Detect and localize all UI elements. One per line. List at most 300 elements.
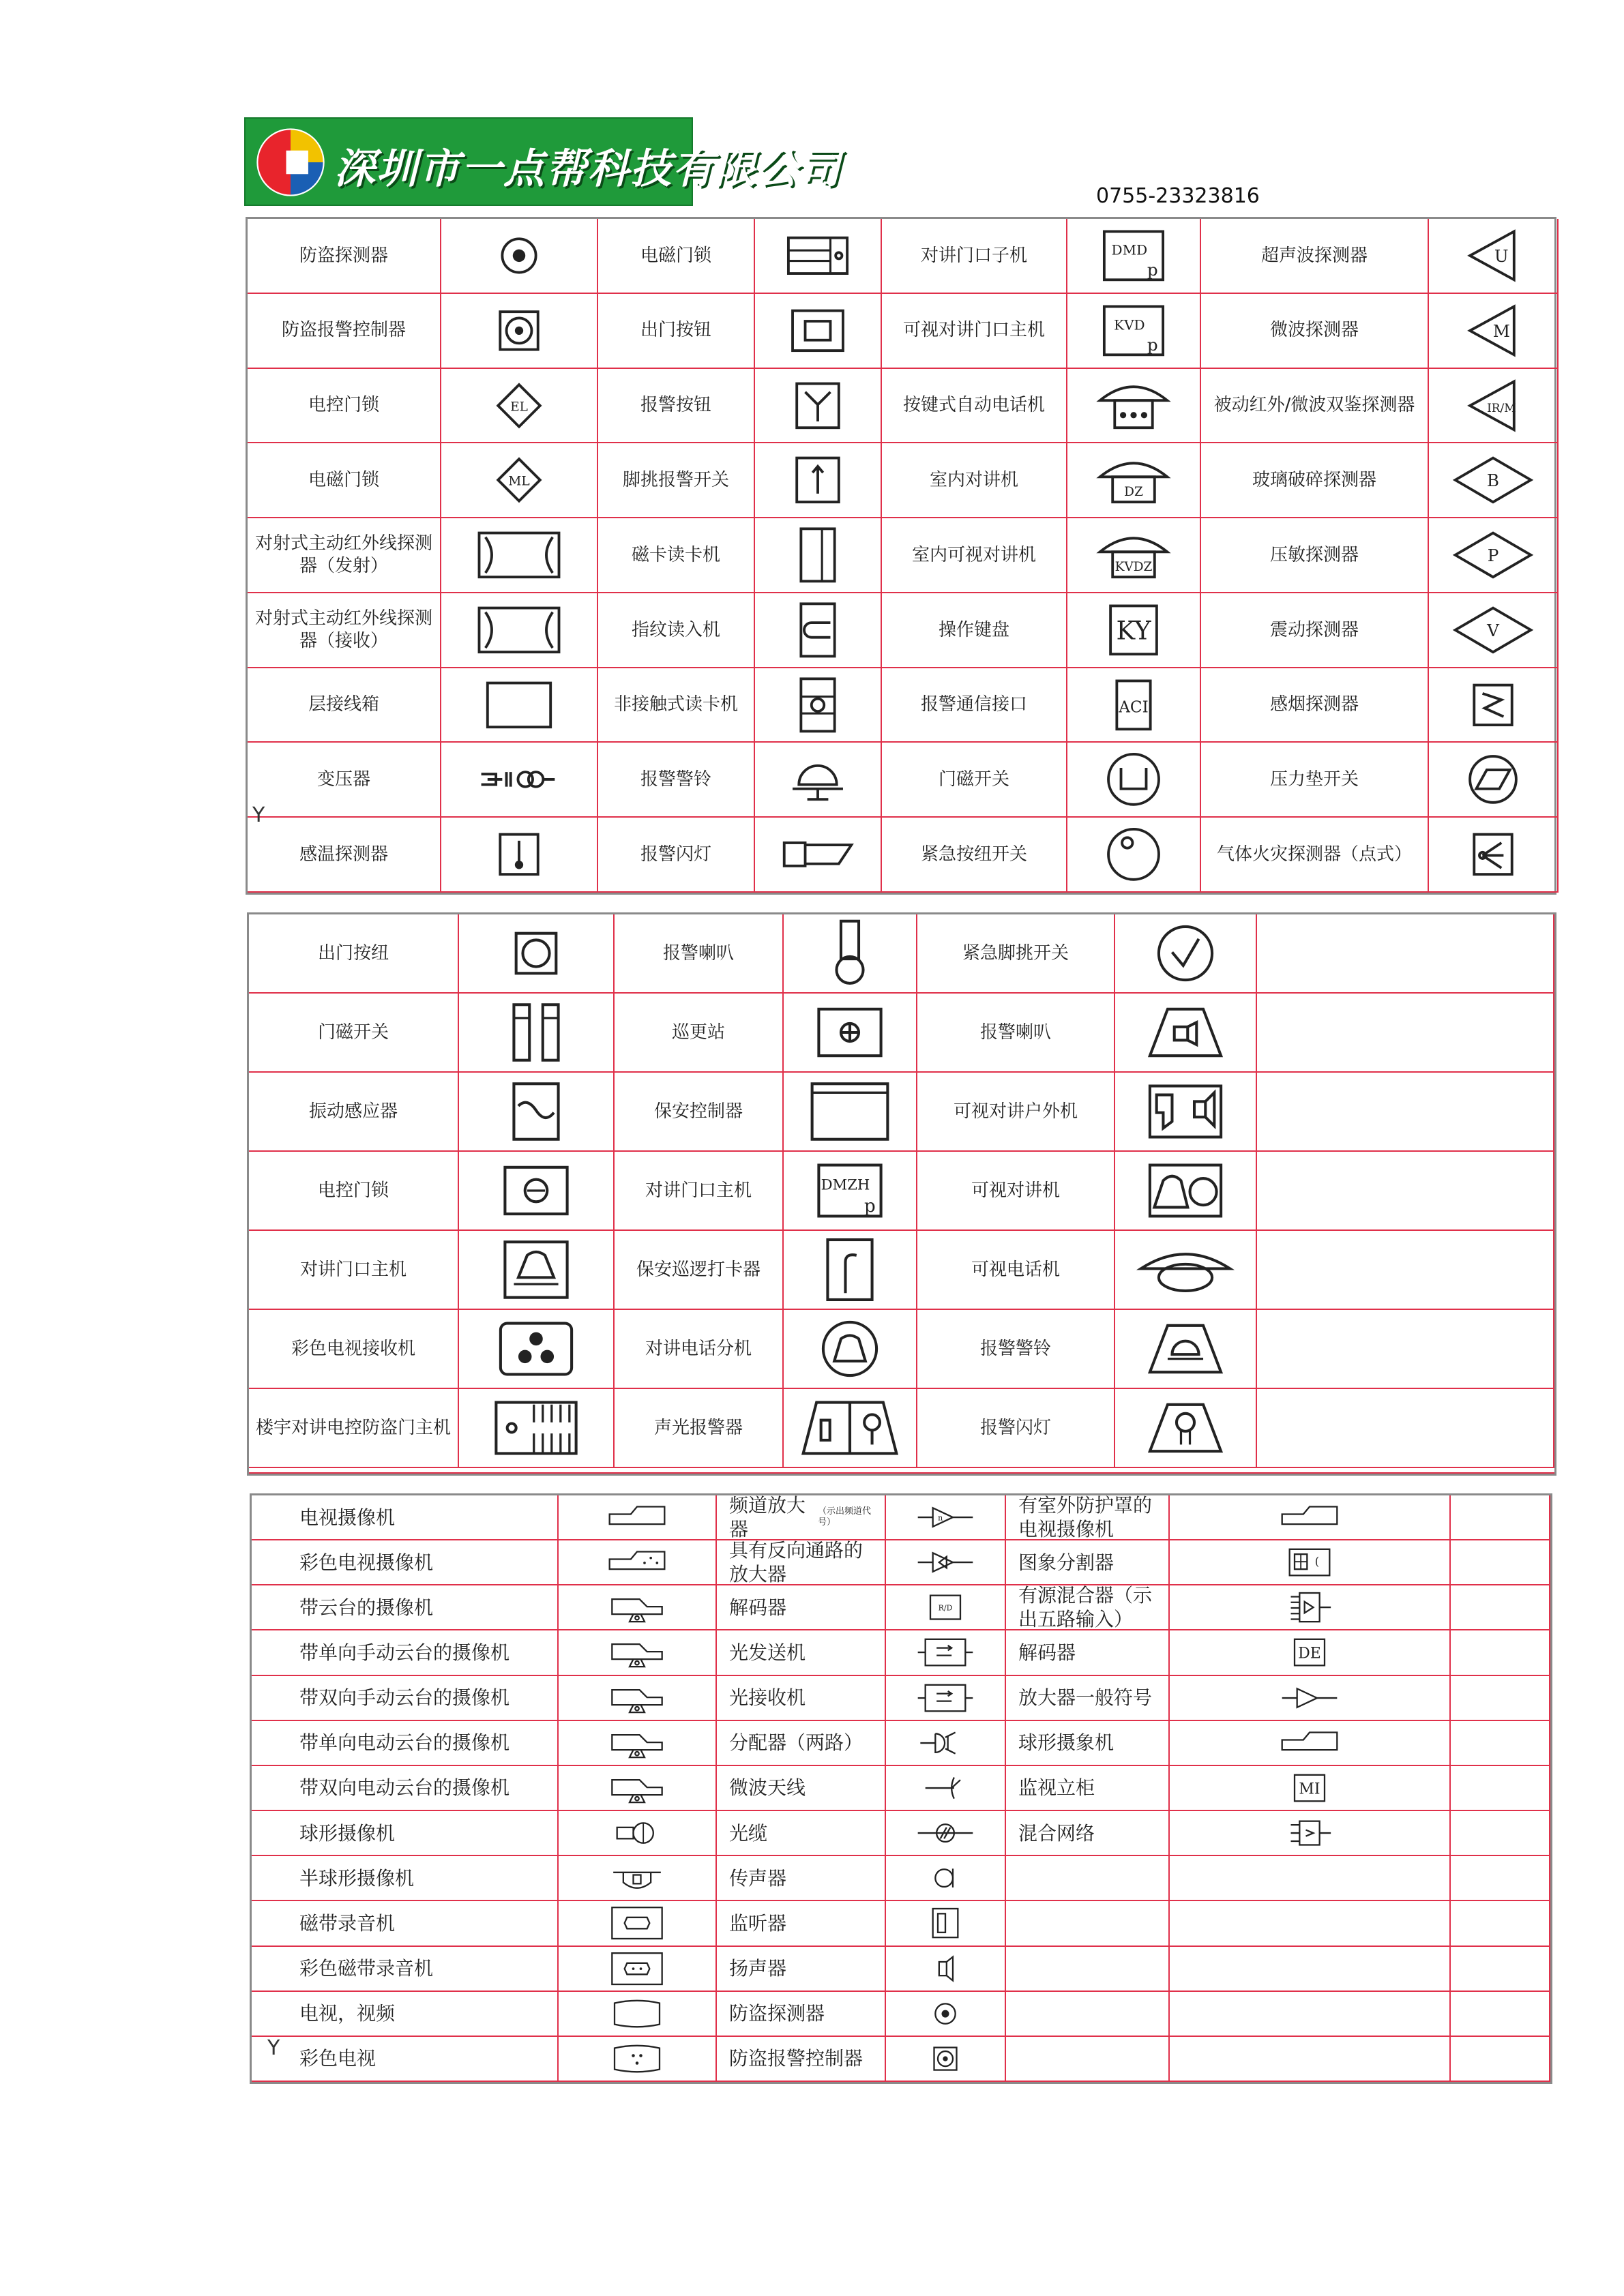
- de-decoder-icon: [1170, 1630, 1449, 1674]
- symbol-table-intercom: [247, 912, 1556, 1476]
- symbol-label: 分配器（两路）: [729, 1731, 863, 1755]
- symbol-label: 对讲门口主机: [299, 1259, 407, 1280]
- triangle-m-icon: [1429, 294, 1557, 368]
- symbol-label-cell: [917, 1152, 1115, 1231]
- symbol-label-cell: [1006, 1540, 1170, 1585]
- symbol-label: 彩色电视: [299, 2047, 377, 2070]
- symbol-label: 报警通信接口: [920, 694, 1027, 715]
- symbol-label-cell: [717, 1947, 886, 1992]
- circle-dot-icon: [441, 219, 598, 294]
- keypad-phone-icon: [1067, 369, 1200, 443]
- symbol-label: 光接收机: [729, 1686, 806, 1710]
- blank-cell: [1451, 1721, 1550, 1766]
- pan-tilt-camera-icon: [559, 1585, 715, 1629]
- symbol-label-cell: [252, 1947, 559, 1992]
- sound-light-alarm-icon: [784, 1389, 916, 1467]
- ir-transmitter-icon: [441, 518, 597, 592]
- symbol-label-cell: [248, 219, 441, 294]
- symbol-label-cell: [615, 914, 784, 994]
- symbol-label: 监听器: [729, 1911, 787, 1935]
- loudspeaker-trapezoid-icon: [1115, 994, 1256, 1071]
- symbol-label-cell: [249, 1073, 459, 1152]
- symbol-label: 微波天线: [729, 1776, 806, 1800]
- tape-recorder-icon: [559, 1901, 715, 1945]
- svg-text:MI: MI: [1299, 1780, 1320, 1798]
- symbol-label: 监视立柜: [1018, 1776, 1095, 1800]
- motor-2way-camera-icon: [559, 1766, 715, 1810]
- blank-cell: [1451, 1856, 1550, 1901]
- symbol-label: 电磁门锁: [308, 469, 379, 490]
- symbol-label: 电控门锁: [317, 1180, 389, 1201]
- symbol-label: 带云台的摄像机: [299, 1596, 434, 1619]
- symbol-label-cell: [917, 1310, 1115, 1389]
- symbol-label-cell: [717, 1585, 886, 1630]
- sound-light-alarm-icon: [784, 1389, 917, 1468]
- pressure-mat-icon: [1429, 743, 1557, 816]
- svg-text:R/D: R/D: [938, 1603, 953, 1613]
- symbol-label: 声光报警器: [653, 1417, 743, 1438]
- color-camera-icon: [559, 1540, 715, 1584]
- symbol-label: 光发送机: [729, 1641, 806, 1665]
- symbol-label-cell: [249, 914, 459, 994]
- symbol-label-cell: [882, 518, 1067, 593]
- symbol-label: 报警警铃: [640, 769, 711, 790]
- camera-icon: [559, 1495, 717, 1540]
- circle-dot-icon: [886, 1992, 1006, 2037]
- symbol-label: 解码器: [1018, 1641, 1076, 1665]
- symbol-label: 可视电话机: [971, 1259, 1060, 1280]
- symbol-label: 可视对讲机: [971, 1180, 1060, 1201]
- motor-pan-camera-icon: [559, 1721, 715, 1765]
- symbol-label: 混合网络: [1018, 1821, 1095, 1845]
- intercom-phone-box-icon: [459, 1231, 613, 1309]
- symbol-label: 巡更站: [671, 1022, 725, 1043]
- symbol-label: 有源混合器（示出五路输入）: [1018, 1585, 1153, 1631]
- svg-text:(: (: [1314, 1555, 1320, 1568]
- amplifier-icon: [1170, 1676, 1451, 1721]
- symbol-label: 电视摄像机: [299, 1506, 396, 1529]
- channel-amp-icon: [886, 1495, 1005, 1539]
- symbol-label: 球形摄像机: [299, 1821, 396, 1845]
- tape-recorder-icon: [559, 1901, 717, 1946]
- emergency-button-icon: [1067, 818, 1200, 891]
- symbol-label: 紧急脚挑开关: [962, 942, 1069, 964]
- symbol-label-cell: [1201, 668, 1429, 743]
- symbol-label-cell: [717, 1766, 886, 1811]
- diamond-ml-icon: [441, 443, 597, 517]
- symbol-label-cell: [717, 1992, 886, 2037]
- triangle-u-icon: [1429, 219, 1559, 294]
- tv-video-icon: [559, 1992, 715, 2036]
- security-controller-icon: [784, 1073, 917, 1152]
- antenna-mark-icon: Y: [252, 803, 265, 827]
- symbol-label-cell: [598, 593, 755, 668]
- symbol-label-cell: [717, 1721, 886, 1766]
- symbol-label: 防盗探测器: [729, 2002, 825, 2025]
- symbol-label-cell: [1201, 743, 1429, 818]
- symbol-label: 楼宇对讲电控防盗门主机: [255, 1417, 451, 1438]
- symbol-label-cell: [615, 994, 784, 1073]
- symbol-label-cell: [598, 369, 755, 444]
- symbol-label: 电控门锁: [308, 395, 379, 416]
- symbol-label-cell: [882, 443, 1067, 518]
- building-door-host-icon: [459, 1389, 615, 1468]
- phone-number: 0755-23323816: [1096, 184, 1260, 208]
- transformer-icon: [441, 743, 597, 816]
- ir-receiver-icon: [441, 593, 597, 667]
- symbol-label-cell: [1006, 1947, 1170, 1992]
- symbol-label: 带单向手动云台的摄像机: [299, 1641, 510, 1665]
- symbol-label-cell: [717, 1540, 886, 1585]
- symbol-label-cell: [717, 1630, 886, 1675]
- symbol-label-cell: [615, 1231, 784, 1310]
- symbol-label: 非接触式读卡机: [613, 694, 738, 715]
- empty-box-icon: [441, 668, 597, 742]
- symbol-label-cell: [249, 1231, 459, 1310]
- arrow-box-icon: [755, 443, 882, 518]
- manual-pan-camera-icon: [559, 1630, 715, 1674]
- pan-tilt-camera-icon: [559, 1585, 717, 1630]
- svg-text:DE: DE: [1298, 1645, 1321, 1663]
- symbol-label-cell: [1201, 443, 1429, 518]
- symbol-label-cell: [252, 1811, 559, 1856]
- symbol-label: 出门按钮: [640, 320, 711, 341]
- de-decoder-icon: [1170, 1630, 1451, 1675]
- symbol-label: 具有反向通路的放大器: [729, 1540, 863, 1586]
- blank-cell: [1451, 1901, 1550, 1946]
- symbol-label-cell: [717, 1856, 886, 1901]
- color-tape-recorder-icon: [559, 1947, 717, 1992]
- arrow-box-icon: [755, 443, 881, 517]
- symbol-label: 可视对讲门口主机: [902, 320, 1045, 341]
- video-outdoor-unit-icon: [1115, 1073, 1257, 1152]
- manual-pan-camera-icon: [559, 1630, 717, 1675]
- symbol-label: 带单向电动云台的摄像机: [299, 1731, 510, 1755]
- symbol-label: 带双向电动云台的摄像机: [299, 1776, 510, 1800]
- dmd-box-icon: [1067, 219, 1200, 293]
- card-reader-icon: [755, 518, 881, 592]
- blank-cell: [1451, 1585, 1550, 1630]
- svg-text:DMZH: DMZH: [821, 1176, 870, 1193]
- color-tv-receiver-icon: [459, 1310, 615, 1389]
- motor-2way-camera-icon: [559, 1766, 717, 1811]
- symbol-label: 室内可视对讲机: [911, 544, 1036, 565]
- symbol-label: 对讲电话分机: [645, 1338, 752, 1359]
- building-door-host-icon: [459, 1389, 613, 1467]
- symbol-label: 操作键盘: [938, 619, 1009, 640]
- symbol-label-cell: [252, 2037, 559, 2082]
- symbol-label: 彩色磁带录音机: [299, 1957, 434, 1980]
- symbol-label-cell: [248, 743, 441, 818]
- optical-receiver-icon: [886, 1676, 1005, 1720]
- svg-text:n: n: [938, 1513, 943, 1523]
- symbol-label-cell: [248, 294, 441, 369]
- symbol-label-cell: [598, 518, 755, 593]
- blank-cell: [1451, 1947, 1550, 1992]
- diamond-ml-icon: [441, 443, 598, 518]
- patrol-clock-icon: [784, 1231, 916, 1309]
- symbol-label: 有室外防护罩的电视摄像机: [1018, 1495, 1153, 1541]
- symbol-label-cell: [1006, 1721, 1170, 1766]
- color-tape-recorder-icon: [559, 1947, 715, 1991]
- transformer-icon: [441, 743, 598, 818]
- diamond-v-icon: [1429, 593, 1557, 667]
- magnetic-lock-icon: [755, 219, 881, 293]
- smoke-detector-icon: [1429, 668, 1557, 742]
- symbol-label: 指纹读入机: [631, 619, 720, 640]
- contactless-reader-icon: [755, 668, 882, 743]
- symbol-label: 保安巡逻打卡器: [636, 1259, 761, 1280]
- microphone-icon: [886, 1856, 1005, 1900]
- square-in-square-icon: [755, 294, 881, 368]
- symbol-label: 报警警铃: [979, 1338, 1051, 1359]
- symbol-label-cell: [252, 1495, 559, 1540]
- optical-transmitter-icon: [886, 1630, 1005, 1674]
- vibration-sensor-icon: [459, 1073, 613, 1150]
- siren-horn-icon: [784, 914, 916, 992]
- symbol-label-cell: [252, 1766, 559, 1811]
- symbol-label: 脚挑报警开关: [622, 469, 729, 490]
- triangle-m-icon: [1429, 294, 1559, 369]
- symbol-label-cell: [1006, 1585, 1170, 1630]
- symbol-label: 放大器一般符号: [1018, 1686, 1153, 1710]
- y-button-icon: [755, 369, 882, 444]
- camera-icon: [559, 1495, 715, 1539]
- door-magnet-pair-icon: [459, 994, 613, 1071]
- symbol-label-cell: [249, 1389, 459, 1468]
- bell-icon: [755, 743, 881, 816]
- symbol-label-cell: [598, 818, 755, 893]
- symbol-label: 磁带录音机: [299, 1911, 396, 1935]
- diamond-el-icon: [441, 369, 597, 443]
- dome-camera-icon: [559, 1811, 717, 1856]
- video-intercom-icon: [1115, 1152, 1256, 1229]
- symbol-label: 图象分割器: [1018, 1551, 1114, 1574]
- mi-cabinet-icon: [1170, 1766, 1451, 1811]
- ir-receiver-icon: [441, 593, 598, 668]
- blank-cell: [1451, 1676, 1550, 1721]
- symbol-label: 压力垫开关: [1269, 769, 1359, 790]
- symbol-label: 彩色电视接收机: [291, 1338, 415, 1359]
- diamond-el-icon: [441, 369, 598, 444]
- kvd-box-icon: [1067, 294, 1200, 368]
- blank-cell: [1257, 1152, 1554, 1231]
- symbol-label-cell: [882, 593, 1067, 668]
- symbol-label-cell: [1201, 369, 1429, 444]
- optical-receiver-icon: [886, 1676, 1006, 1721]
- svg-text:P: P: [1487, 546, 1499, 566]
- fingerprint-reader-icon: [755, 593, 881, 667]
- svg-text:p: p: [1147, 260, 1158, 280]
- keypad-phone-icon: [1067, 369, 1201, 444]
- empty-symbol-cell: [1170, 1856, 1451, 1901]
- svg-text:ACI: ACI: [1119, 698, 1149, 717]
- symbol-label-cell: [252, 1540, 559, 1585]
- symbol-label: 被动红外/微波双鉴探测器: [1213, 395, 1415, 416]
- square-circle-dot-icon: [441, 294, 597, 368]
- svg-text:KY: KY: [1116, 616, 1151, 646]
- svg-text:B: B: [1486, 471, 1500, 491]
- symbol-label-cell: [598, 294, 755, 369]
- blank-cell: [1451, 1766, 1550, 1811]
- aci-box-icon: [1067, 668, 1201, 743]
- active-mixer-icon: [1170, 1585, 1449, 1629]
- ky-box-icon: [1067, 593, 1201, 668]
- symbol-label-cell: [1006, 1766, 1170, 1811]
- monitor-speaker-icon: [886, 1901, 1005, 1945]
- symbol-label: 对讲门口子机: [920, 245, 1027, 266]
- symbol-label-cell: [1006, 1856, 1170, 1901]
- symbol-label: 对射式主动红外线探测器（接收）: [254, 608, 432, 651]
- video-intercom-icon: [1115, 1152, 1257, 1231]
- symbol-label-cell: [917, 994, 1115, 1073]
- circle-minus-box-icon: [459, 1152, 615, 1231]
- siren-horn-icon: [784, 914, 917, 994]
- symbol-label: 报警喇叭: [979, 1022, 1051, 1043]
- svg-text:EL: EL: [510, 400, 528, 415]
- symbol-label: 防盗报警控制器: [281, 320, 406, 341]
- vibration-sensor-icon: [459, 1073, 615, 1152]
- blank-cell: [1257, 1310, 1554, 1389]
- color-camera-icon: [559, 1540, 717, 1585]
- blank-cell: [1451, 1495, 1550, 1540]
- manual-2way-camera-icon: [559, 1676, 715, 1720]
- monitor-speaker-icon: [886, 1901, 1006, 1946]
- svg-text:p: p: [863, 1195, 876, 1217]
- microwave-antenna-icon: [886, 1766, 1005, 1810]
- symbol-label-cell: [248, 369, 441, 444]
- square-circle-dot-icon: [886, 2037, 1005, 2081]
- splitter-icon: [886, 1721, 1005, 1765]
- symbol-label-cell: [917, 1231, 1115, 1310]
- patrol-clock-icon: [784, 1231, 917, 1310]
- symbol-label: 可视对讲户外机: [953, 1101, 1078, 1122]
- square-circle-icon: [459, 914, 615, 994]
- color-tv-icon: [559, 2037, 717, 2082]
- company-logo: [244, 117, 842, 206]
- rd-decoder-icon: [886, 1585, 1005, 1629]
- blank-cell: [1451, 2037, 1550, 2082]
- svg-text:p: p: [1147, 334, 1158, 355]
- mi-cabinet-icon: [1170, 1766, 1449, 1810]
- symbol-label-cell: [1006, 1811, 1170, 1856]
- dome-camera-icon: [559, 1811, 715, 1855]
- symbol-label: 层接线箱: [308, 694, 379, 715]
- symbol-label-cell: [252, 1721, 559, 1766]
- splitter-icon: [886, 1721, 1006, 1766]
- microphone-icon: [886, 1856, 1006, 1901]
- dz-phone-icon: [1067, 443, 1201, 518]
- blank-cell: [1451, 1630, 1550, 1675]
- symbol-label: 对射式主动红外线探测器（发射）: [254, 533, 432, 576]
- symbol-label: 报警喇叭: [662, 942, 734, 964]
- svg-text:KVDZ: KVDZ: [1114, 560, 1153, 575]
- symbol-label-cell: [248, 593, 441, 668]
- card-reader-icon: [755, 518, 882, 593]
- flash-trapezoid-icon: [1115, 1389, 1257, 1468]
- symbol-label: 对讲门口主机: [645, 1180, 752, 1201]
- symbol-label: 变压器: [316, 769, 370, 790]
- ky-box-icon: [1067, 593, 1200, 667]
- intercom-phone-box-icon: [459, 1231, 615, 1310]
- symbol-label-cell: [717, 1495, 886, 1540]
- symbol-label: 电磁门锁: [640, 245, 711, 266]
- magnetic-lock-icon: [755, 219, 882, 294]
- symbol-label-cell: [615, 1073, 784, 1152]
- symbol-label-cell: [917, 1389, 1115, 1468]
- video-phone-icon: [1115, 1231, 1256, 1309]
- symbol-label-cell: [248, 443, 441, 518]
- symbol-label: 频道放大器: [729, 1495, 806, 1541]
- pressure-mat-icon: [1429, 743, 1559, 818]
- image-splitter-icon: [1170, 1540, 1451, 1585]
- empty-symbol-cell: [1170, 1992, 1451, 2037]
- diamond-b-icon: [1429, 443, 1557, 517]
- symbol-label-cell: [882, 668, 1067, 743]
- svg-text:U: U: [1494, 246, 1509, 267]
- antenna-mark-icon-2: Y: [267, 2036, 280, 2060]
- diamond-v-icon: [1429, 593, 1559, 668]
- symbol-label-cell: [1006, 1676, 1170, 1721]
- symbol-label: 带双向手动云台的摄像机: [299, 1686, 510, 1710]
- symbol-label: 扬声器: [729, 1957, 787, 1980]
- flash-trapezoid-icon: [1115, 1389, 1256, 1467]
- blank-cell: [1451, 1992, 1550, 2037]
- symbol-label-cell: [252, 1630, 559, 1675]
- symbol-label: 球形摄象机: [1018, 1731, 1114, 1755]
- circle-dot-icon: [886, 1992, 1005, 2036]
- symbol-label: 按键式自动电话机: [902, 395, 1045, 416]
- symbol-label-cell: [598, 668, 755, 743]
- symbol-label-cell: [252, 1585, 559, 1630]
- symbol-label: 报警闪灯: [640, 844, 711, 865]
- check-circle-icon: [1115, 914, 1256, 992]
- symbol-label-cell: [882, 818, 1067, 893]
- symbol-label-cell: [1006, 2037, 1170, 2082]
- kvdz-phone-icon: [1067, 518, 1201, 593]
- door-contact-icon: [1067, 743, 1201, 818]
- gas-detector-icon: [1429, 818, 1557, 891]
- fingerprint-reader-icon: [755, 593, 882, 668]
- dz-phone-icon: [1067, 443, 1200, 517]
- symbol-label: 光缆: [729, 1821, 768, 1845]
- symbol-label: 震动探测器: [1269, 619, 1359, 640]
- square-circle-dot-icon: [886, 2037, 1006, 2082]
- blank-row: [249, 1468, 1554, 1474]
- symbol-label-cell: [1201, 294, 1429, 369]
- flash-lamp-icon: [755, 818, 882, 893]
- symbol-label-cell: [252, 1992, 559, 2037]
- symbol-label: 报警按钮: [640, 395, 711, 416]
- symbol-label-cell: [598, 743, 755, 818]
- kvdz-phone-icon: [1067, 518, 1200, 592]
- square-circle-dot-icon: [441, 294, 598, 369]
- symbol-label: 玻璃破碎探测器: [1252, 469, 1376, 490]
- symbol-label: 门磁开关: [317, 1022, 389, 1043]
- empty-symbol-cell: [1170, 1947, 1451, 1992]
- logo-emblem-icon: [254, 125, 327, 199]
- symbol-label-cell: [252, 1856, 559, 1901]
- door-magnet-pair-icon: [459, 994, 615, 1073]
- symbol-label: 报警闪灯: [979, 1417, 1051, 1438]
- blank-cell: [1257, 914, 1554, 994]
- symbol-label-cell: [615, 1389, 784, 1468]
- rd-decoder-icon: [886, 1585, 1006, 1630]
- symbol-label: 半球形摄像机: [299, 1866, 415, 1890]
- symbol-label-cell: [917, 914, 1115, 994]
- intercom-extension-icon: [784, 1310, 916, 1388]
- symbol-label: 保安控制器: [653, 1101, 743, 1122]
